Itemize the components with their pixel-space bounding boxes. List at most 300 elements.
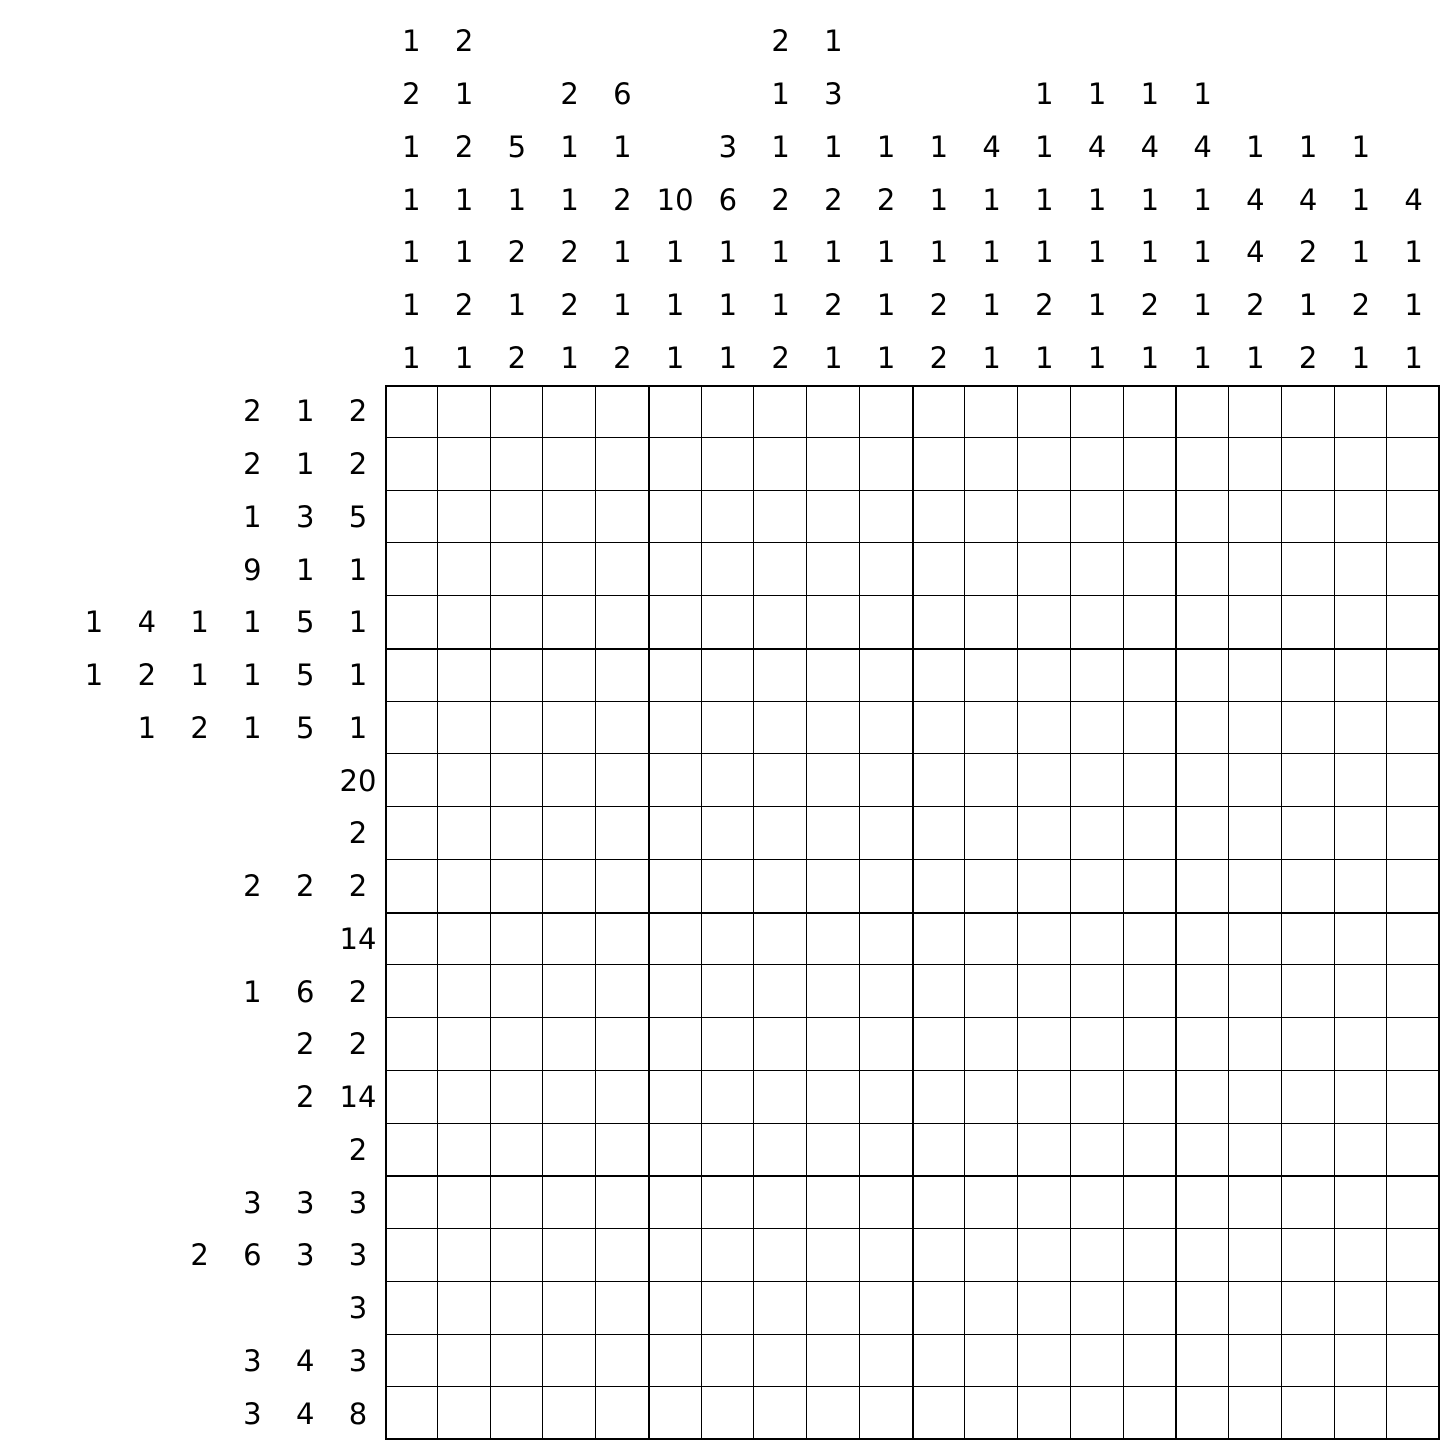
grid-cell[interactable] bbox=[754, 1335, 807, 1388]
grid-cell[interactable] bbox=[1282, 1176, 1335, 1229]
grid-cell[interactable] bbox=[1229, 1335, 1282, 1388]
grid-cell[interactable] bbox=[860, 543, 913, 596]
grid-cell[interactable] bbox=[1176, 702, 1229, 755]
grid-cell[interactable] bbox=[807, 754, 860, 807]
grid-cell[interactable] bbox=[1282, 913, 1335, 966]
grid-cell[interactable] bbox=[543, 807, 596, 860]
grid-cell[interactable] bbox=[438, 438, 491, 491]
grid-cell[interactable] bbox=[860, 491, 913, 544]
grid-cell[interactable] bbox=[491, 1282, 544, 1335]
grid-cell[interactable] bbox=[1335, 1282, 1388, 1335]
grid-cell[interactable] bbox=[754, 702, 807, 755]
grid-cell[interactable] bbox=[702, 1335, 755, 1388]
grid-cell[interactable] bbox=[807, 965, 860, 1018]
grid-cell[interactable] bbox=[1282, 1335, 1335, 1388]
grid-cell[interactable] bbox=[1018, 649, 1071, 702]
grid-cell[interactable] bbox=[1124, 860, 1177, 913]
grid-cell[interactable] bbox=[491, 754, 544, 807]
grid-cell[interactable] bbox=[649, 1124, 702, 1177]
grid-cell[interactable] bbox=[1229, 702, 1282, 755]
grid-cell[interactable] bbox=[596, 1124, 649, 1177]
grid-cell[interactable] bbox=[1387, 965, 1440, 1018]
grid-cell[interactable] bbox=[702, 1018, 755, 1071]
grid-cell[interactable] bbox=[1335, 1335, 1388, 1388]
grid-cell[interactable] bbox=[1071, 807, 1124, 860]
grid-cell[interactable] bbox=[491, 1335, 544, 1388]
grid-cell[interactable] bbox=[1229, 1018, 1282, 1071]
grid-cell[interactable] bbox=[913, 385, 966, 438]
grid-cell[interactable] bbox=[1387, 1335, 1440, 1388]
grid-cell[interactable] bbox=[1387, 385, 1440, 438]
grid-cell[interactable] bbox=[754, 1071, 807, 1124]
grid-cell[interactable] bbox=[807, 1071, 860, 1124]
grid-cell[interactable] bbox=[1176, 385, 1229, 438]
grid-cell[interactable] bbox=[1282, 1229, 1335, 1282]
grid-cell[interactable] bbox=[385, 438, 438, 491]
grid-cell[interactable] bbox=[860, 596, 913, 649]
grid-cell[interactable] bbox=[1124, 1018, 1177, 1071]
grid-cell[interactable] bbox=[1335, 913, 1388, 966]
grid-cell[interactable] bbox=[913, 596, 966, 649]
grid-cell[interactable] bbox=[1124, 1071, 1177, 1124]
grid-cell[interactable] bbox=[965, 913, 1018, 966]
grid-cell[interactable] bbox=[860, 913, 913, 966]
grid-cell[interactable] bbox=[1071, 385, 1124, 438]
grid-cell[interactable] bbox=[1229, 1282, 1282, 1335]
grid-cell[interactable] bbox=[807, 1124, 860, 1177]
grid-cell[interactable] bbox=[860, 1018, 913, 1071]
grid-cell[interactable] bbox=[965, 860, 1018, 913]
grid-cell[interactable] bbox=[754, 596, 807, 649]
grid-cell[interactable] bbox=[1387, 1229, 1440, 1282]
grid-cell[interactable] bbox=[385, 1018, 438, 1071]
grid-cell[interactable] bbox=[1071, 1071, 1124, 1124]
grid-cell[interactable] bbox=[1124, 913, 1177, 966]
grid-cell[interactable] bbox=[438, 385, 491, 438]
grid-cell[interactable] bbox=[1282, 1282, 1335, 1335]
grid-cell[interactable] bbox=[1176, 1282, 1229, 1335]
grid-cell[interactable] bbox=[860, 1282, 913, 1335]
grid-cell[interactable] bbox=[1018, 596, 1071, 649]
grid-cell[interactable] bbox=[1071, 965, 1124, 1018]
grid-cell[interactable] bbox=[754, 385, 807, 438]
grid-cell[interactable] bbox=[1282, 860, 1335, 913]
grid-cell[interactable] bbox=[1018, 385, 1071, 438]
grid-cell[interactable] bbox=[596, 807, 649, 860]
grid-cell[interactable] bbox=[1387, 1018, 1440, 1071]
grid-cell[interactable] bbox=[1335, 1018, 1388, 1071]
grid-cell[interactable] bbox=[1124, 754, 1177, 807]
grid-cell[interactable] bbox=[1229, 1229, 1282, 1282]
grid-cell[interactable] bbox=[754, 1018, 807, 1071]
grid-cell[interactable] bbox=[1176, 438, 1229, 491]
grid-cell[interactable] bbox=[702, 1282, 755, 1335]
grid-cell[interactable] bbox=[1229, 385, 1282, 438]
grid-cell[interactable] bbox=[1387, 702, 1440, 755]
grid-cell[interactable] bbox=[860, 1229, 913, 1282]
grid-cell[interactable] bbox=[1018, 543, 1071, 596]
grid-cell[interactable] bbox=[702, 965, 755, 1018]
grid-cell[interactable] bbox=[702, 1124, 755, 1177]
grid-cell[interactable] bbox=[1071, 1018, 1124, 1071]
grid-cell[interactable] bbox=[649, 1176, 702, 1229]
grid-cell[interactable] bbox=[913, 1282, 966, 1335]
grid-cell[interactable] bbox=[1282, 965, 1335, 1018]
grid-cell[interactable] bbox=[1335, 1229, 1388, 1282]
grid-cell[interactable] bbox=[1229, 754, 1282, 807]
grid-cell[interactable] bbox=[649, 702, 702, 755]
grid-cell[interactable] bbox=[385, 1229, 438, 1282]
grid-cell[interactable] bbox=[1335, 491, 1388, 544]
grid-cell[interactable] bbox=[702, 754, 755, 807]
grid-cell[interactable] bbox=[1282, 807, 1335, 860]
grid-cell[interactable] bbox=[1335, 385, 1388, 438]
grid-cell[interactable] bbox=[1176, 1229, 1229, 1282]
grid-cell[interactable] bbox=[543, 543, 596, 596]
grid-cell[interactable] bbox=[491, 860, 544, 913]
grid-cell[interactable] bbox=[1335, 438, 1388, 491]
grid-cell[interactable] bbox=[1335, 1387, 1388, 1440]
grid-cell[interactable] bbox=[702, 491, 755, 544]
grid-cell[interactable] bbox=[754, 1387, 807, 1440]
grid-cell[interactable] bbox=[1124, 438, 1177, 491]
grid-cell[interactable] bbox=[649, 385, 702, 438]
grid-cell[interactable] bbox=[1071, 702, 1124, 755]
grid-cell[interactable] bbox=[596, 860, 649, 913]
grid-cell[interactable] bbox=[596, 1176, 649, 1229]
grid-cell[interactable] bbox=[543, 965, 596, 1018]
grid-cell[interactable] bbox=[1071, 860, 1124, 913]
grid-cell[interactable] bbox=[702, 385, 755, 438]
grid-cell[interactable] bbox=[1282, 1387, 1335, 1440]
grid-cell[interactable] bbox=[1335, 807, 1388, 860]
grid-cell[interactable] bbox=[438, 491, 491, 544]
grid-cell[interactable] bbox=[543, 1071, 596, 1124]
grid-cell[interactable] bbox=[1282, 1018, 1335, 1071]
grid-cell[interactable] bbox=[965, 543, 1018, 596]
grid-cell[interactable] bbox=[649, 1282, 702, 1335]
grid-cell[interactable] bbox=[1282, 754, 1335, 807]
grid-cell[interactable] bbox=[596, 543, 649, 596]
grid-cell[interactable] bbox=[965, 1071, 1018, 1124]
grid-cell[interactable] bbox=[1124, 1229, 1177, 1282]
grid-cell[interactable] bbox=[754, 913, 807, 966]
grid-cell[interactable] bbox=[965, 1018, 1018, 1071]
grid-cell[interactable] bbox=[1176, 1176, 1229, 1229]
grid-cell[interactable] bbox=[438, 1387, 491, 1440]
grid-cell[interactable] bbox=[965, 807, 1018, 860]
grid-cell[interactable] bbox=[702, 438, 755, 491]
grid-cell[interactable] bbox=[1124, 807, 1177, 860]
grid-cell[interactable] bbox=[1176, 596, 1229, 649]
grid-cell[interactable] bbox=[491, 1176, 544, 1229]
grid-cell[interactable] bbox=[1018, 1229, 1071, 1282]
grid-cell[interactable] bbox=[543, 1018, 596, 1071]
grid-cell[interactable] bbox=[1229, 1176, 1282, 1229]
grid-cell[interactable] bbox=[965, 385, 1018, 438]
grid-cell[interactable] bbox=[596, 596, 649, 649]
grid-cell[interactable] bbox=[1282, 438, 1335, 491]
grid-cell[interactable] bbox=[1018, 1176, 1071, 1229]
grid-cell[interactable] bbox=[1018, 1124, 1071, 1177]
grid-cell[interactable] bbox=[1176, 965, 1229, 1018]
grid-cell[interactable] bbox=[1335, 543, 1388, 596]
grid-cell[interactable] bbox=[1229, 543, 1282, 596]
grid-cell[interactable] bbox=[702, 1071, 755, 1124]
grid-cell[interactable] bbox=[596, 1071, 649, 1124]
grid-cell[interactable] bbox=[807, 1335, 860, 1388]
grid-cell[interactable] bbox=[543, 1176, 596, 1229]
grid-cell[interactable] bbox=[702, 860, 755, 913]
grid-cell[interactable] bbox=[1071, 1176, 1124, 1229]
grid-cell[interactable] bbox=[1018, 860, 1071, 913]
grid-cell[interactable] bbox=[702, 649, 755, 702]
grid-cell[interactable] bbox=[438, 1018, 491, 1071]
grid-cell[interactable] bbox=[491, 1018, 544, 1071]
grid-cell[interactable] bbox=[596, 1018, 649, 1071]
grid-cell[interactable] bbox=[807, 913, 860, 966]
grid-cell[interactable] bbox=[1071, 1229, 1124, 1282]
grid-cell[interactable] bbox=[491, 913, 544, 966]
grid-cell[interactable] bbox=[596, 649, 649, 702]
grid-cell[interactable] bbox=[1387, 1387, 1440, 1440]
grid-cell[interactable] bbox=[649, 1018, 702, 1071]
grid-cell[interactable] bbox=[438, 702, 491, 755]
grid-cell[interactable] bbox=[1124, 1335, 1177, 1388]
grid-cell[interactable] bbox=[491, 649, 544, 702]
grid-cell[interactable] bbox=[1018, 1071, 1071, 1124]
grid-cell[interactable] bbox=[438, 913, 491, 966]
grid-cell[interactable] bbox=[1335, 754, 1388, 807]
grid-cell[interactable] bbox=[1335, 702, 1388, 755]
grid-cell[interactable] bbox=[491, 807, 544, 860]
grid-cell[interactable] bbox=[649, 491, 702, 544]
grid-cell[interactable] bbox=[913, 1176, 966, 1229]
grid-cell[interactable] bbox=[754, 1229, 807, 1282]
grid-cell[interactable] bbox=[913, 649, 966, 702]
grid-cell[interactable] bbox=[649, 965, 702, 1018]
grid-cell[interactable] bbox=[649, 1387, 702, 1440]
grid-cell[interactable] bbox=[596, 965, 649, 1018]
grid-cell[interactable] bbox=[807, 596, 860, 649]
grid-cell[interactable] bbox=[491, 491, 544, 544]
grid-cell[interactable] bbox=[1282, 385, 1335, 438]
grid-cell[interactable] bbox=[1124, 649, 1177, 702]
grid-cell[interactable] bbox=[1018, 491, 1071, 544]
grid-cell[interactable] bbox=[385, 543, 438, 596]
grid-cell[interactable] bbox=[1018, 438, 1071, 491]
grid-cell[interactable] bbox=[860, 754, 913, 807]
grid-cell[interactable] bbox=[807, 860, 860, 913]
grid-cell[interactable] bbox=[438, 596, 491, 649]
grid-cell[interactable] bbox=[385, 1282, 438, 1335]
grid-cell[interactable] bbox=[385, 491, 438, 544]
grid-cell[interactable] bbox=[1124, 596, 1177, 649]
grid-cell[interactable] bbox=[1124, 1176, 1177, 1229]
grid-cell[interactable] bbox=[913, 1071, 966, 1124]
grid-cell[interactable] bbox=[965, 702, 1018, 755]
grid-cell[interactable] bbox=[1018, 807, 1071, 860]
grid-cell[interactable] bbox=[913, 491, 966, 544]
grid-cell[interactable] bbox=[965, 596, 1018, 649]
grid-cell[interactable] bbox=[649, 754, 702, 807]
grid-cell[interactable] bbox=[965, 1335, 1018, 1388]
grid-cell[interactable] bbox=[596, 913, 649, 966]
grid-cell[interactable] bbox=[913, 1229, 966, 1282]
grid-cell[interactable] bbox=[596, 1282, 649, 1335]
grid-cell[interactable] bbox=[754, 1124, 807, 1177]
grid-cell[interactable] bbox=[1387, 913, 1440, 966]
grid-cell[interactable] bbox=[1229, 965, 1282, 1018]
grid-cell[interactable] bbox=[913, 543, 966, 596]
grid-cell[interactable] bbox=[754, 965, 807, 1018]
grid-cell[interactable] bbox=[860, 1176, 913, 1229]
grid-cell[interactable] bbox=[807, 1387, 860, 1440]
grid-cell[interactable] bbox=[1176, 913, 1229, 966]
grid-cell[interactable] bbox=[702, 1229, 755, 1282]
grid-cell[interactable] bbox=[1124, 1282, 1177, 1335]
grid-cell[interactable] bbox=[1335, 1071, 1388, 1124]
grid-cell[interactable] bbox=[385, 649, 438, 702]
grid-cell[interactable] bbox=[1018, 1335, 1071, 1388]
grid-cell[interactable] bbox=[860, 1071, 913, 1124]
grid-cell[interactable] bbox=[1335, 596, 1388, 649]
grid-cell[interactable] bbox=[543, 1335, 596, 1388]
grid-cell[interactable] bbox=[1282, 649, 1335, 702]
grid-cell[interactable] bbox=[438, 1124, 491, 1177]
grid-cell[interactable] bbox=[1229, 596, 1282, 649]
grid-cell[interactable] bbox=[491, 1387, 544, 1440]
grid-cell[interactable] bbox=[1018, 1018, 1071, 1071]
grid-cell[interactable] bbox=[491, 596, 544, 649]
grid-cell[interactable] bbox=[543, 438, 596, 491]
grid-cell[interactable] bbox=[1071, 1335, 1124, 1388]
grid-cell[interactable] bbox=[860, 807, 913, 860]
grid-cell[interactable] bbox=[1387, 1282, 1440, 1335]
grid-cell[interactable] bbox=[543, 649, 596, 702]
grid-cell[interactable] bbox=[491, 438, 544, 491]
grid-cell[interactable] bbox=[1018, 913, 1071, 966]
grid-cell[interactable] bbox=[754, 649, 807, 702]
grid-cell[interactable] bbox=[1124, 702, 1177, 755]
grid-cell[interactable] bbox=[702, 807, 755, 860]
grid-cell[interactable] bbox=[385, 1071, 438, 1124]
grid-cell[interactable] bbox=[1335, 1176, 1388, 1229]
grid-cell[interactable] bbox=[1018, 754, 1071, 807]
grid-cell[interactable] bbox=[649, 807, 702, 860]
grid-cell[interactable] bbox=[1124, 385, 1177, 438]
grid-cell[interactable] bbox=[543, 385, 596, 438]
grid-cell[interactable] bbox=[385, 860, 438, 913]
grid-cell[interactable] bbox=[1387, 596, 1440, 649]
grid-cell[interactable] bbox=[1176, 1124, 1229, 1177]
grid-cell[interactable] bbox=[860, 1124, 913, 1177]
grid-cell[interactable] bbox=[438, 754, 491, 807]
grid-cell[interactable] bbox=[754, 491, 807, 544]
grid-cell[interactable] bbox=[807, 1282, 860, 1335]
grid-cell[interactable] bbox=[1387, 807, 1440, 860]
grid-cell[interactable] bbox=[754, 543, 807, 596]
grid-cell[interactable] bbox=[543, 754, 596, 807]
grid-cell[interactable] bbox=[807, 702, 860, 755]
grid-cell[interactable] bbox=[385, 1124, 438, 1177]
grid-cell[interactable] bbox=[1229, 491, 1282, 544]
grid-cell[interactable] bbox=[543, 1124, 596, 1177]
grid-cell[interactable] bbox=[702, 543, 755, 596]
grid-cell[interactable] bbox=[754, 754, 807, 807]
grid-cell[interactable] bbox=[1387, 438, 1440, 491]
grid-cell[interactable] bbox=[491, 1229, 544, 1282]
grid-cell[interactable] bbox=[1387, 649, 1440, 702]
grid-cell[interactable] bbox=[649, 438, 702, 491]
grid-cell[interactable] bbox=[965, 754, 1018, 807]
grid-cell[interactable] bbox=[1071, 596, 1124, 649]
grid-cell[interactable] bbox=[1335, 1124, 1388, 1177]
grid-cell[interactable] bbox=[913, 1018, 966, 1071]
grid-cell[interactable] bbox=[491, 702, 544, 755]
grid-cell[interactable] bbox=[1282, 702, 1335, 755]
grid-cell[interactable] bbox=[1176, 491, 1229, 544]
grid-cell[interactable] bbox=[385, 1387, 438, 1440]
grid-cell[interactable] bbox=[913, 807, 966, 860]
grid-cell[interactable] bbox=[1229, 807, 1282, 860]
grid-cell[interactable] bbox=[702, 913, 755, 966]
grid-cell[interactable] bbox=[1229, 1124, 1282, 1177]
grid-cell[interactable] bbox=[965, 965, 1018, 1018]
grid-cell[interactable] bbox=[596, 754, 649, 807]
grid-cell[interactable] bbox=[1282, 543, 1335, 596]
grid-cell[interactable] bbox=[807, 1229, 860, 1282]
grid-cell[interactable] bbox=[1071, 438, 1124, 491]
grid-cell[interactable] bbox=[965, 1229, 1018, 1282]
grid-cell[interactable] bbox=[491, 385, 544, 438]
grid-cell[interactable] bbox=[754, 1176, 807, 1229]
grid-cell[interactable] bbox=[860, 385, 913, 438]
grid-cell[interactable] bbox=[1071, 491, 1124, 544]
grid-cell[interactable] bbox=[1229, 438, 1282, 491]
grid-cell[interactable] bbox=[1176, 1071, 1229, 1124]
grid-cell[interactable] bbox=[1387, 543, 1440, 596]
grid-cell[interactable] bbox=[965, 1282, 1018, 1335]
grid-cell[interactable] bbox=[1176, 1018, 1229, 1071]
grid-cell[interactable] bbox=[754, 438, 807, 491]
grid-cell[interactable] bbox=[913, 913, 966, 966]
grid-cell[interactable] bbox=[385, 1176, 438, 1229]
grid-cell[interactable] bbox=[596, 1229, 649, 1282]
grid-cell[interactable] bbox=[807, 385, 860, 438]
grid-cell[interactable] bbox=[385, 754, 438, 807]
grid-cell[interactable] bbox=[1335, 965, 1388, 1018]
grid-cell[interactable] bbox=[543, 702, 596, 755]
grid-cell[interactable] bbox=[1229, 649, 1282, 702]
grid-cell[interactable] bbox=[913, 1387, 966, 1440]
grid-cell[interactable] bbox=[754, 860, 807, 913]
grid-cell[interactable] bbox=[965, 1387, 1018, 1440]
grid-cell[interactable] bbox=[385, 807, 438, 860]
grid-cell[interactable] bbox=[1282, 1124, 1335, 1177]
grid-cell[interactable] bbox=[438, 1071, 491, 1124]
grid-cell[interactable] bbox=[1176, 1335, 1229, 1388]
grid-cell[interactable] bbox=[1018, 1387, 1071, 1440]
grid-cell[interactable] bbox=[860, 649, 913, 702]
grid-cell[interactable] bbox=[596, 491, 649, 544]
grid-cell[interactable] bbox=[1282, 1071, 1335, 1124]
grid-cell[interactable] bbox=[1018, 965, 1071, 1018]
grid-cell[interactable] bbox=[1229, 913, 1282, 966]
grid-cell[interactable] bbox=[1176, 649, 1229, 702]
grid-cell[interactable] bbox=[438, 1282, 491, 1335]
grid-cell[interactable] bbox=[1071, 754, 1124, 807]
